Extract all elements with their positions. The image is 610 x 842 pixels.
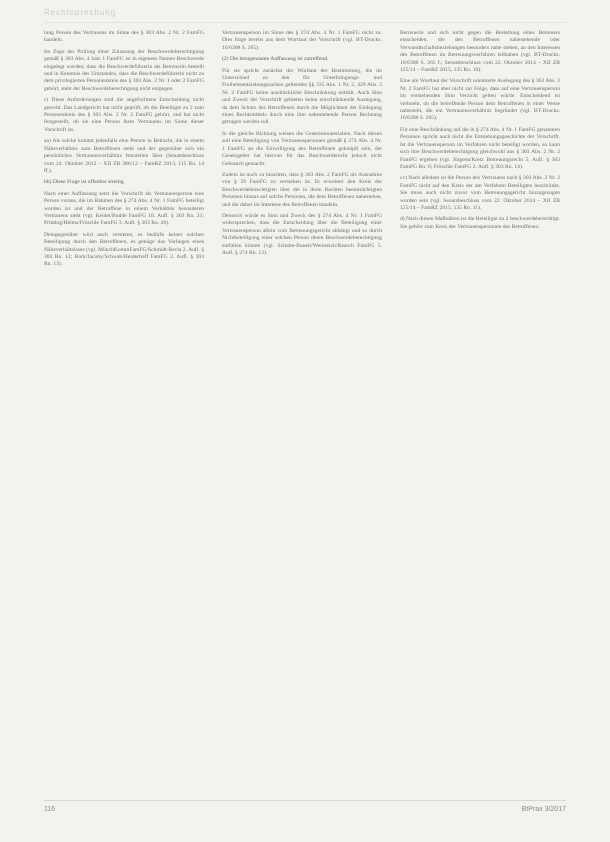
text-column-1 [44,30,204,770]
paragraph: bb) Diese Frage ist offenbar streitig. [44,179,125,186]
paragraph: c) Diese Anforderungen sind die angefochtene Entscheidung nicht gerecht. Das Landgericht hat nicht geprüft, ob die Beteiligte zu 2 zum Personenkreis des § 303 Abs. 2 Nr. 2 FamFG gehört, und hat nicht festgestellt, ob sie eine Person ihres Vertrauens im Sinne dieser Vorschrift ist. [44,97,204,133]
paragraph: In die gleiche Richtung weisen die Gesetzesmaterialien. Nach diesen soll eine Beteiligung von Vertrauenspersonen gemäß § 274 Abs. 4 Nr. 1 FamFG an die Einwilligung des Betroffenen geknüpft sein, der Gesetzgeber hat hiervon für das Beschwerderecht jedoch nicht Gebrauch gemacht. [222,130,382,167]
paragraph: Betreuerin und sich nicht gegen die Bestellung eines Betreuers entscheiden, die den Betroffenen nahestehende oder Verwandtschaftsbeziehungen besonders nahe stehen, an den Interessen des Betroffenen im Betreuungsverfahren teilhaben (vgl. BT-Drucks. 16/6308 S. 265 f.; Senatsbeschluss vom 22. Oktober 2014 – XII ZB 125/14 – FamRZ 2015, 135 Rn. 10). [400,30,560,74]
paragraph: (2) Die letztgenannte Auffassung ist zutreffend. [222,56,329,63]
paragraph: Nach einer Auffassung setzt die Vorschrift als Vertrauensperson eine Person voraus, die im Rahmen des § 274 Abs. 4 Nr. 1 FamFG beteiligt worden ist und der Betroffene in einem Verhältnis besonderen Vertrauens steht (vgl. Keidel/Budde FamFG 18. Aufl. § 303 Rn. 21; Prütting/Helms/Fröschle FamFG 3. Aufl. § 303 Rn. 28). [44,190,204,227]
text-column-3 [400,30,560,770]
paragraph: Dennoch würde es Sinn und Zweck des § 274 Abs. 4 Nr. 1 FamFG widersprechen, dass die Entscheidung über die Beteiligung einer Vertrauensperson allein vom Betreuungsgericht abhängt und so durch Nichtbeteiligung einer solchen Person deren Beschwerdeberechtigung entfallen könnte (vgl. Schulte-Bunert/Weinreich/Rausch FamFG 5. Aufl. § 274 Rn. 13). [222,212,382,256]
footer-divider [44,800,566,801]
paragraph: aa) Als solche kommt jedenfalls eine Person in Betracht, die in einem Näheverhältnis zum Betroffenen steht und der gegenüber sich ein persönliches Vertrauensverhältnis feststellen lässt (Senatsbeschluss vom 24. Oktober 2012 – XII ZB 386/12 – FamRZ 2013, 115 Rn. 14 ff.). [44,138,204,174]
paragraph: Demgegenüber wird auch vertreten, es bedürfe keiner solchen Beteiligung durch den Betroffenen, es genüge das Vorliegen eines Näheverhältnisses (vgl. MünchKommFamFG/Schmidt-Recla 2. Aufl. § 303 Rn. 12; Bork/Jacoby/Schwab/Heiderhoff FamFG 2. Aufl. § 303 Rn. 13). [44,231,204,268]
paragraph: Vertrauensperson im Sinne des § 274 Abs. 4 Nr. 1 FamFG nicht zu. Dies folge bereits aus dem Wortlaut der Vorschrift (vgl. BT-Drucks. 16/6308 S. 265). [222,30,382,51]
header-divider [44,22,566,23]
paragraph: Eine am Wortlaut der Vorschrift orientierte Auslegung des § 303 Abs. 2 Nr. 2 FamFG hat aber nicht zur Folge, dass auf eine Vertrauensperson im vorstehenden Sinn Verzicht gelten würde. Entscheidend ist vielmehr, ob die betreffende Person dem Betroffenen in einer Weise nahesteht, die ein Vertrauensverhältnis begründet (vgl. BT-Drucks. 16/6308 S. 265). [400,78,560,122]
journal-reference: BtPrax 3/2017 [521,806,566,813]
paragraph: d) Nach diesen Maßstäben ist die Beteiligte zu 2 beschwerdeberechtigt. Sie gehört zum Kreis der Vertrauenspersonen des Betroffenen. [400,216,560,230]
page-number: 116 [44,806,56,813]
paragraph: Für sie spricht zunächst der Wortlaut der Bestimmung, die im Unterschied zu den für Unterbringungs- und Freiheitsentziehungssachen geltenden §§ 335 Abs. 1 Nr. 2, 429 Abs. 2 Nr. 2 FamFG keine ausdrückliche Beschränkung enthält. Auch Sinn und Zweck der Vorschrift gebieten keine einschränkende Auslegung, da dem Schutz des Betroffenen durch die Möglichkeit der Einlegung eines Rechtsmittels durch eine ihm nahestehende Person Rechnung getragen werden soll. [222,67,382,126]
paragraph: Für eine Beschränkung auf die in § 274 Abs. 4 Nr. 1 FamFG genannten Personen spricht auch nicht die Entstehungsgeschichte der Vorschrift. Ist die Vertrauensperson im Verfahren nicht beteiligt worden, so kann sich ihre Beschwerdeberechtigung gleichwohl aus § 303 Abs. 2 Nr. 2 FamFG ergeben (vgl. Jürgens/Kretz Betreuungsrecht 5. Aufl. § 303 FamFG Rn. 6; Fröschle FamFG 2. Aufl. § 303 Rn. 14). [400,126,560,170]
running-title: Rechtsprechung [44,8,117,17]
paragraph: cc) Nach alledem ist die Person des Vertrauens nach § 303 Abs. 2 Nr. 2 FamFG nicht auf den Kreis der am Verfahren Beteiligten beschränkt. Sie muss auch nicht zuvor vom Betreuungsgericht hinzugezogen worden sein (vgl. Senatsbeschluss vom 22. Oktober 2014 – XII ZB 125/14 – FamRZ 2015, 135 Rn. 11). [400,175,560,211]
paragraph: lung Person des Vertrauens im Sinne des § 303 Abs. 2 Nr. 2 FamFG handeln. [44,30,204,44]
paragraph: Zudem ist auch zu beachten, dass § 303 Abs. 2 FamFG als Ausnahme von § 59 FamFG zu verstehen ist. Er erweitert den Kreis der Beschwerdeberechtigten über die in ihren Rechten beeinträchtigten Personen hinaus auf solche Personen, die dem Betroffenen nahestehen, und die daher im Interesse des Betroffenen handeln. [222,171,382,208]
paragraph: Im Zuge der Prüfung einer Zulassung der Beschwerdeberechtigung gemäß § 303 Abs. 4 Satz 1 FamFG ist in eigenem Namen Beschwerde eingelegt worden; dass die Beschwerdeführerin als Betreuerin bestellt und in Kenntnis des Umstandes, dass die Beschwerdeführerin nicht zu dem privilegierten Personenkreis des § 303 Abs. 2 Nr. 1 oder 2 FamFG gehört, steht der Beschwerdeberechtigung nicht entgegen. [44,48,204,92]
text-column-2 [222,30,382,770]
